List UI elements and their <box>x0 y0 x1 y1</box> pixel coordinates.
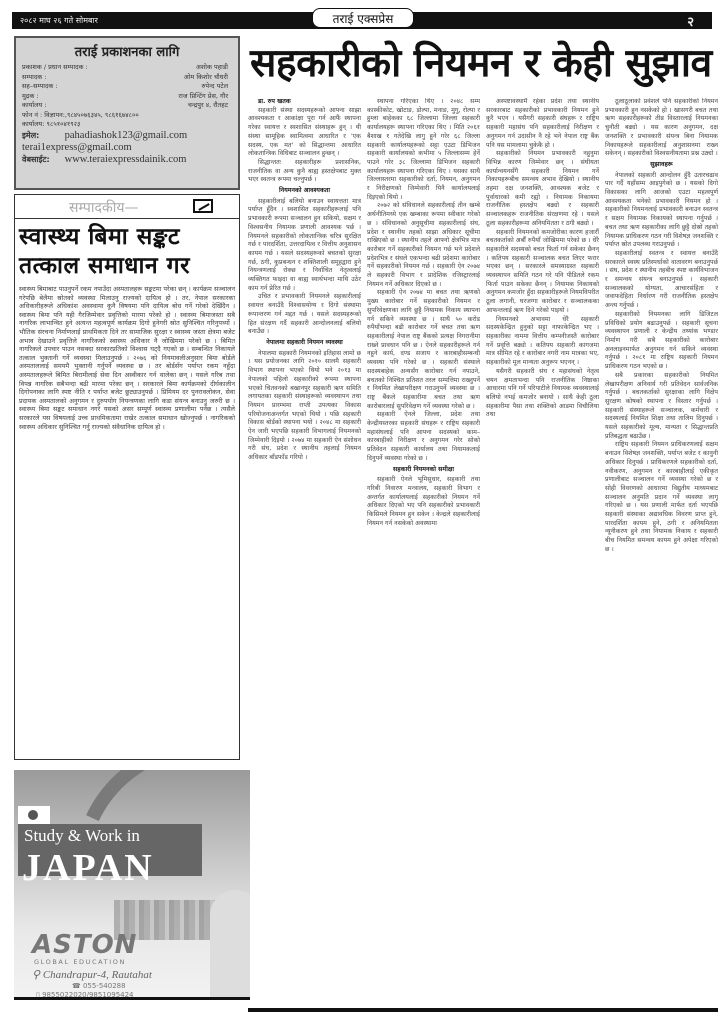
article-subheading: नियमनको आवश्यकता <box>278 187 331 195</box>
article-paragraph: २०७२ को संविधानले सहकारीलाई तीन खम्बे अर्थनीतिमध्ये एक खम्बाका रूपमा स्वीकार गरेको छ । संविधानको अनुसूचीमा सहकारीलाई संघ, प्रदेश र स्थानीय तहको साझा अधिकार सूचीमा राखिएको छ । स्थानीय तहले आफ्नो क्षेत्रभित्र मात्र कारोबार गर्ने सहकारीको नियमन गर्छ भने प्रदेशले प्रदेशभित्र र संघले एकभन्दा बढी प्रदेशमा कारोबार गर्ने सहकारीको नियमन गर्छ । सहकारी ऐन २०७४ ले सहकारी विभाग र प्रादेशिक रजिस्ट्रारलाई नियमन गर्ने अधिकार दिएको छ । <box>367 202 480 288</box>
article-paragraph: नेपालमा सहकारी नियमनको इतिहास लामो छ । यस प्रयोजनका लागि २०१० सालमै सहकारी विभाग स्थापना भएको थियो भने २०१३ मा नेपालको पहिलो सहकारीको रूपमा स्थापना भएको चितवनको बखानपुर सहकारी ऋण समिति लगायतका सहकारी संस्थाहरूको व्यवस्थापन तथा नियमन प्रारम्भमा राप्ती उपत्यका विकास परियोजनाअन्तर्गत भएको थियो । पछि सहकारी विकास बोर्डको स्थापना भयो । २०४८ मा सहकारी ऐन जारी भएपछि सहकारी विभागलाई नियमनको जिम्मेवारी दिइयो । २०७४ मा सहकारी ऐन संशोधन गरी संघ, प्रदेश र स्थानीय तहलाई नियमन अधिकार बाँडफाँड गरियो । <box>248 349 361 462</box>
email-link-2[interactable]: terai1express@gmail.com <box>22 141 132 153</box>
location-pin-icon: ⚲ <box>32 969 43 981</box>
imprint-row <box>22 82 232 92</box>
editorial-section <box>14 194 240 760</box>
ad-tagline: Study & Work in <box>24 826 140 845</box>
editorial-header <box>15 195 239 219</box>
article-paragraph: सहकारीको नियमन प्रभावकारी नहुनुमा विभिन्न कारण जिम्मेवार छन् । संघीयता कार्यान्वयनसँगै सहकारी नियमन गर्ने निकायहरूबीच समन्वय अभाव देखियो । स्थानीय तहमा दक्ष जनशक्ति, आवश्यक बजेट र पूर्वाधारको कमी रह्यो । नियामक निकायमा राजनीतिक हस्तक्षेप बढ्यो र सहकारी सञ्चालकहरू राजनीतिक संरक्षणमा रहे । यसले ठूला सहकारीहरूमा अनियमितता र ठगी बढ्यो । <box>486 150 599 227</box>
imprint-title: तराई प्रकाशनका लागि <box>74 45 180 60</box>
article-paragraph: सहकारी नियमनको कमजोरीका कारण हजारौं बचतकर्ताको अर्बौं रुपैयाँ जोखिममा परेको छ । धेरै सहकारीले सदस्यको बचत फिर्ता गर्न सकेका छैनन् । कतिपय सहकारी सञ्चालक बचत लिएर फरार भएका छन् । सरकारले समस्याग्रस्त सहकारी व्यवस्थापन समिति गठन गरे पनि पीडितले रकम फिर्ता पाउन सकेका छैनन् । नियामक निकायको अनुगमन कमजोर हुँदा सहकारीहरूले नियमविपरीत ठूला लगानी, घरजग्गा कारोबार र सञ्चालकका आफन्तलाई ऋण दिने गरेको पाइयो । <box>486 228 599 314</box>
article-paragraph: सहकारीलाई बलियो बनाउन स्वायत्तता मात्र पर्याप्त हुँदैन । स्वशासित सहकारीहरूलाई पनि प्रभावकारी रूपमा सञ्चालन हुन सकियो, सक्षम र विश्वसनीय नियामक प्रणाली आवश्यक पर्छ । नियमनले सहकारीको लोकतान्त्रिक चरित्र सुरक्षित गर्छ र पारदर्शिता, उत्तरदायित्व र वित्तीय अनुशासन कायम गर्छ । यसले सदस्यहरूको बचतको सुरक्षा गर्छ, ठगी, कुप्रबन्धन र शक्तिशाली समूहद्वारा हुने नियन्त्रणलाई रोक्छ र निर्वाचित नेतृत्वलाई व्यक्तिगत फाइदा वा बाह्य स्वार्थभन्दा माथि उठेर काम गर्न प्रेरित गर्छ । <box>248 197 361 292</box>
imprint-value: राज प्रिन्टिंग प्रेस, गौर <box>178 91 228 100</box>
imprint-phone: फोन नं : विज्ञापन:,९८४५०७६३४५, ९८६१६७४८०० <box>22 110 139 119</box>
article-paragraph: स्थापना गरिएका थिए । २०४८ सम्म कास्कीकोट, खोटाङ, डोल्पा, मनाङ, मुगु, रोल्पा र हुम्ला बाहेकका ६८ जिल्लामा जिल्ला सहकारी कार्यालयहरू स्थापना गरिएका थिए । मिति २०६१ बैशाख १ गतेदेखि लागु हुने गरेर ६८ जिल्ला सहकारी कार्यालयहरूको सट्टा एउटा डिभिजन सहकारी कार्यालयको कभीमा ५ जिल्लासम्म हेर्ने पाउने गरेर ३८ जिल्लामा डिभिजन सहकारी कार्यालयहरू स्थापना गरिएका थिए । यसका साथै जिल्लास्तरमा सहकारीको दर्ता, नियमन, अनुगमन र निरीक्षणको जिम्मेवारी यिनै कार्यालयलाई दिइएको थियो । <box>367 98 480 201</box>
article-subheading: सहकारी नियमनको समीक्षा <box>393 465 454 473</box>
article-column <box>367 98 480 1008</box>
article-column <box>248 98 361 1008</box>
ad-phone: ☎ 055-540288 <box>72 982 126 990</box>
student-photo <box>210 890 250 1000</box>
article-subheading: नेपालमा सहकारी नियमन व्यवस्था <box>266 338 343 346</box>
article-headline: सहकारीको नियमन र केही सुझाव <box>250 41 712 86</box>
imprint-row <box>22 92 232 102</box>
article-paragraph: नेपालको सहकारी आन्दोलन हुँदै उतारचढाव पार गर्दै यहाँसम्म आइपुगेको छ । यसको दिगो विकासका लागि आजको एउटा महत्वपूर्ण आवश्यकता भनेको प्रभावकारी नियमन हो । सहकारीको नियमनलाई प्रभावकारी बनाउन स्वतन्त्र र सक्षम नियामक निकायको स्थापना गर्नुपर्छ । बचत तथा ऋण सहकारीका लागि छुट्टै दोस्रो तहको नियामक प्राधिकरण गठन गरी विशेषज्ञ जनशक्ति र पर्याप्त स्रोत उपलब्ध गराउनुपर्छ । <box>605 171 718 249</box>
publication-imprint-box <box>14 36 240 190</box>
imprint-label: सम्पादक : <box>22 72 47 81</box>
imprint-value: चन्द्रपुर ४, रौतहट <box>187 101 228 109</box>
page-number: २ <box>687 15 694 30</box>
masthead-bar <box>12 12 712 29</box>
article-column <box>486 98 599 1008</box>
article-paragraph: ठूलाठूलाको प्रवेशले पनि सहकारीको नियमन प्रभावकारी हुन नसकेको हो । खासगरी बचत तथा ऋण सहकारीहरूको तीव्र विस्तारलाई नियमनका चुनौती बढ्यो । यस कारण अनुगमन, दक्ष जनशक्ति र प्रभावकारी संयन्त्र बिना नियामक निकायहरूले सहकारीलाई अनुशासनमा राख्न सकेनन् । सहकारीको विश्वसनीयतामा प्रश्न उठ्यो । <box>605 98 718 158</box>
imprint-label: प्रकाशक / प्रधान सम्पादक : <box>22 63 88 71</box>
website-label: वेबसाईट: <box>22 154 50 164</box>
article-body <box>248 98 718 1008</box>
article-byline: डा. रुप खतक <box>258 98 291 105</box>
ad-brand-logo: ASTON <box>32 930 138 960</box>
imprint-label: मुद्रक : <box>22 91 39 100</box>
article-paragraph: सबै प्रकारका सहकारीको नियमित लेखापरीक्षण अनिवार्य गरी प्रतिवेदन सार्वजनिक गर्नुपर्छ । बचतकर्ताको सुरक्षाका लागि निक्षेप सुरक्षण कोषको स्थापना र विस्तार गर्नुपर्छ । सहकारी संस्थाहरूले सञ्चालक, कर्मचारी र सदस्यलाई नियमित शिक्षा तथा तालिम दिनुपर्छ । यसले सहकारीको मूल्य, मान्यता र सिद्धान्तप्रति प्रतिबद्धता बढाउँछ । <box>605 371 718 440</box>
imprint-value: ओम किशोर चौधरी <box>183 72 228 81</box>
imprint-value: रुपेन्द पटेल <box>201 82 228 90</box>
bottom-rule-divider <box>248 1008 718 1012</box>
imprint-row <box>22 73 232 83</box>
imprint-value: अशोक पहाडी <box>195 63 228 71</box>
imprint-email-row <box>22 130 232 142</box>
article-paragraph: सहकारी ऐनले भूमिसुधार, सहकारी तथा गरिबी निवारण मन्त्रालय, सहकारी विभाग र अन्तर्गत कार्यालयलाई सहकारीको नियमन गर्ने अधिकार दिएको भए पनि सहकारीको प्रभावकारी किसिमले नियमन हुन सकेन । केन्द्रले सहकारीलाई नियमन गर्न नसकेको अवस्थामा <box>367 476 480 527</box>
article-paragraph: नियमनको अभावमा धेरै सहकारी सदस्यकेन्द्रित हुनुको सट्टा नाफाकेन्द्रित भए । सहकारीका नाममा वित्तीय कम्पनीजस्तै कारोबार गर्ने प्रवृत्ति बढ्यो । कतिपय सहकारी कागजमा मात्र सीमित रहे र कारोबार नगरी नाम मात्रका भए, सहकारीको मूल मान्यता अनुरूप भएनन् । <box>486 315 599 367</box>
imprint-row <box>22 63 232 73</box>
article-paragraph: सहकारी संस्था सदस्यहरूको आफ्ना साझा आवश्यकता र आकांक्षा पूरा गर्न आफैं स्थापना गरेका स्वायत्त र स्वशासित संस्थाहरू हुन् । यी संस्था सामूहिक स्वामित्वमा आधारित र 'एक सदस्य, एक मत' को सिद्धान्तमा आधारित लोकतान्त्रिक विधिबाट सञ्चालन हुन्छन् । <box>248 106 361 158</box>
article-paragraph: सहकारीलाई स्वतन्त्र र स्वायत्त बनाउँदै सरकारले स्वस्थ प्रतिस्पर्धाको वातावरण बनाउनुपर्छ । संघ, प्रदेश र स्थानीय तहबीच स्पष्ट कार्यविभाजन र समन्वय संयन्त्र बनाउनुपर्छ । सहकारी सञ्चालकको योग्यता, आचारसंहिता र जवाफदेहिता निर्धारण गरी राजनीतिक हस्तक्षेप अन्त्य गर्नुपर्छ । <box>605 249 718 310</box>
article-paragraph: सिद्धान्ततः सहकारीहरू प्रशासनिक, राजनीतिक वा अन्य कुनै बाह्य हस्तक्षेपबाट मुक्त भएर स्वतन्त्र रूपमा चल्नुपर्छ । <box>248 158 361 184</box>
imprint-row <box>22 101 232 111</box>
article-paragraph: सहकारी ऐन २०७४ मा बचत तथा ऋणको मुख्य कारोबार गर्ने सहकारीको नियमन र सुपरिवेक्षणका लागि छुट्टै नियामक निकाय स्थापना गर्न सकिने व्यवस्था छ । साथै ५० करोड रुपैयाँभन्दा बढी कारोबार गर्ने बचत तथा ऋण सहकारीलाई नेपाल राष्ट्र बैंकको प्रत्यक्ष निगरानीमा राख्ने प्रावधान पनि छ । ऐनले सहकारीहरूले गर्न नहुने कार्य, दण्ड सजाय र कारबाहीसम्बन्धी व्यवस्था पनि गरेको छ । सहकारी संस्थाले सदस्यबाहेक अन्यसँग कारोबार गर्न नपाउने, बचतको निश्चित प्रतिशत तरल सम्पत्तिमा राख्नुपर्ने र नियमित लेखापरीक्षण गराउनुपर्ने व्यवस्था छ । राष्ट्र बैंकले सहकारीमा बचत तथा ऋण कारोबारलाई सुपरिवेक्षण गर्ने व्यवस्था गरेको छ । <box>367 289 480 410</box>
issue-date: २०८२ माघ २६ गते सोमबार <box>20 16 98 25</box>
phone-icon: ☎ <box>72 982 83 990</box>
article-paragraph: अस्पष्टावस्थामै रहेका प्रदेश तथा स्थानीय सरकारबाट सहकारीको प्रभावकारी नियमन हुने कुरै भएन । यसैगरी सहकारी संघहरू र राष्ट्रिय सहकारी महासंघ पनि सहकारीलाई निरीक्षण र अनुगमन गर्न उदासीन नै रहे भने नेपाल राष्ट्र बैंक पनि यस मामलामा चुकेकै हो । <box>486 98 599 149</box>
article-paragraph: सहकारीको नियमनका लागि डिजिटल प्रविधिको प्रयोग बढाउनुपर्छ । सहकारी सूचना व्यवस्थापन प्रणाली र केन्द्रीय तथ्यांक भण्डार निर्माण गरी सबै सहकारीको कारोबार अनलाइनमार्फत अनुगमन गर्न सकिने व्यवस्था गर्नुपर्छ । २०८१ मा राष्ट्रिय सहकारी नियमन प्राधिकरण गठन भएको छ । <box>605 310 718 371</box>
email-label: इमेल: <box>22 130 40 140</box>
imprint-website-row <box>22 154 232 166</box>
article-subheading: सुझावहरू <box>650 160 673 168</box>
ad-brand-subtitle: GLOBAL EDUCATION <box>34 958 126 966</box>
website-link[interactable]: www.teraiexpressdainik.com <box>64 153 187 165</box>
editorial-body: स्वास्थ्य बिमाबाट पाउनुपर्ने रकम नपाउँदा अस्पतालहरू सङ्कटमा परेका छन् । कार्यक्रम सञ्चालन गरेपछि बेलैमा स्रोतको व्यवस्था मिलाउनु राज्यको दायित्व हो । तर, नेपाल सरकारका अधिकारीहरूले अधिकांश अवस्थामा कुनै विषयमा पनि दायित्व बोध गर्ने गरेको देखिँदैन । स्वास्थ्य बिमा पनि यही गैरजिम्मेवार प्रवृत्तिको मारमा परेको हो । स्वास्थ्य बिमाजस्ता सबै नागरिक लाभान्वित हुने अत्यन्त महत्वपूर्ण कार्यक्रम दिगो हुनेगरी स्रोत सुनिश्चित गरिनुपर्थ्यो । भौतिक संरचना निर्माणलाई प्राथमिकता दिने तर सामाजिक सुरक्षा र स्वास्थ्य जस्ता क्षेत्रमा बजेट अभाव देखाउने प्रवृत्तिले नागरिकको स्वास्थ्य अधिकार नै जोखिममा परेको छ । बिमित नागरिकले उपचार पाउन नसक्दा सरकारप्रतिको विश्वास घट्दै गएको छ । सम्बन्धित निकायले तत्काल भुक्तानी गर्ने व्यवस्था मिलाउनुपर्छ । २०७६ को नियमावलीअनुसार बिमा बोर्डले अस्पताललाई समयमै भुक्तानी गर्नुपर्ने व्यवस्था छ । तर बोर्डसँग पर्याप्त रकम नहुँदा अस्पतालहरूले बिमित बिरामीलाई सेवा दिन अस्वीकार गर्न थालेका छन् । यसले गरिब तथा विपन्न नागरिक सबैभन्दा बढी मारमा परेका छन् । सरकारले बिमा कार्यक्रमको दीर्घकालीन दिगोपनाका लागि स्पष्ट नीति र पर्याप्त बजेट छुट्याउनुपर्छ । प्रिमियम दर पुनरावलोकन, सेवा प्रदायक अस्पतालको अनुगमन र दुरुपयोग नियन्त्रणका लागि कडा संयन्त्र बनाउनु जरुरी छ । स्वास्थ्य बिमा सङ्कट समाधान नगरे यसको असर सम्पूर्ण स्वास्थ्य प्रणालीमा पर्नेछ । त्यसैले सरकारले यस विषयलाई उच्च प्राथमिकतामा राखेर तत्काल समाधान खोज्नुपर्छ । नागरिकको स्वास्थ्य अधिकार सुनिश्चित गर्नु राज्यको संवैधानिक दायित्व हो । <box>19 285 235 431</box>
article-paragraph: सहकारी ऐनले जिल्ला, प्रदेश तथा केन्द्रीयस्तरका सहकारी संघहरू र राष्ट्रिय सहकारी महासंघलाई पनि आफ्ना सदस्यको काम–कारबाहीको निरीक्षण र अनुगमन गरेर सोको प्रतिवेदन सहकारी कार्यालय तथा नियामकलाई दिनुपर्ने व्यवस्था गरेको छ । <box>367 411 480 462</box>
article-column <box>605 98 718 1008</box>
imprint-office-phone: कार्यालय: ९८५१०४१९२३ <box>22 120 81 128</box>
mobile-icon: ▯ <box>36 991 43 999</box>
article-paragraph: यसैगरी सहकारी संघ र महासंघको नेतृत्व चयन क्षमताभन्दा पनि राजनीतिक निष्ठाका आधारमा पनि गर्ने परिपाटीले नियामक व्यवस्थालाई बलियो नभई कमजोर बनायो । साथै केही ठूला सहकारीमा पैसा तथा शक्तिको आडमा विचौलिया तथा <box>486 367 599 419</box>
newspaper-name: तराई एक्सप्रेस <box>312 8 414 28</box>
ad-country: JAPAN <box>22 847 154 889</box>
editorial-title: स्वास्थ्य बिमा सङ्कट तत्काल समाधान गर <box>19 224 191 279</box>
aston-advertisement[interactable] <box>14 770 250 1000</box>
imprint-label: सह–सम्पादक : <box>22 82 58 90</box>
imprint-label: कार्यालय : <box>22 101 47 109</box>
ad-address: ⚲ Chandrapur-4, Rautahat <box>32 969 152 981</box>
pen-icon <box>193 199 213 213</box>
ad-mobile: ▯ 9855022020/9851095424 <box>36 991 134 999</box>
email-link-1[interactable]: pahadiashok123@gmail.com <box>64 129 188 141</box>
article-paragraph: राष्ट्रिय सहकारी नियमन प्राधिकरणलाई सक्षम बनाउन विशेषज्ञ जनशक्ति, पर्याप्त बजेट र कानुनी अधिकार दिनुपर्छ । प्राधिकरणले सहकारीको दर्ता, नवीकरण, अनुगमन र कारबाहीलाई एकीकृत प्रणालीबाट सञ्चालन गर्ने व्यवस्था गरेको छ र सोही विवरणको आधारमा विद्युतीय माध्यमबाट सञ्चालन अनुमति प्रदान गर्ने व्यवस्था लागू गरिएको छ । यस प्रणाली मार्फत दर्ता भएपछि सहकारी संस्थाका अद्यावधिक विवरण प्राप्त हुने, पारदर्शिता कायम हुने, ठगी र अनियमितता न्यूनीकरण हुने तथा नियामक निकाय र सहकारी बीच नियमित समन्वय कायम हुने अपेक्षा गरिएको छ । <box>605 441 718 553</box>
japan-flag-icon <box>18 806 50 824</box>
article-paragraph: उचित र प्रभावकारी नियमनले सहकारीलाई स्वायत्त बनाउँदै विश्वासयोग्य र दिगो संस्थामा रूपान्तरण गर्न मद्दत गर्छ । यसले सदस्यहरूको हित संरक्षण गर्दै सहकारी आन्दोलनलाई बलियो बनाउँछ । <box>248 293 361 336</box>
editorial-label: सम्पादकीय— <box>69 200 139 216</box>
